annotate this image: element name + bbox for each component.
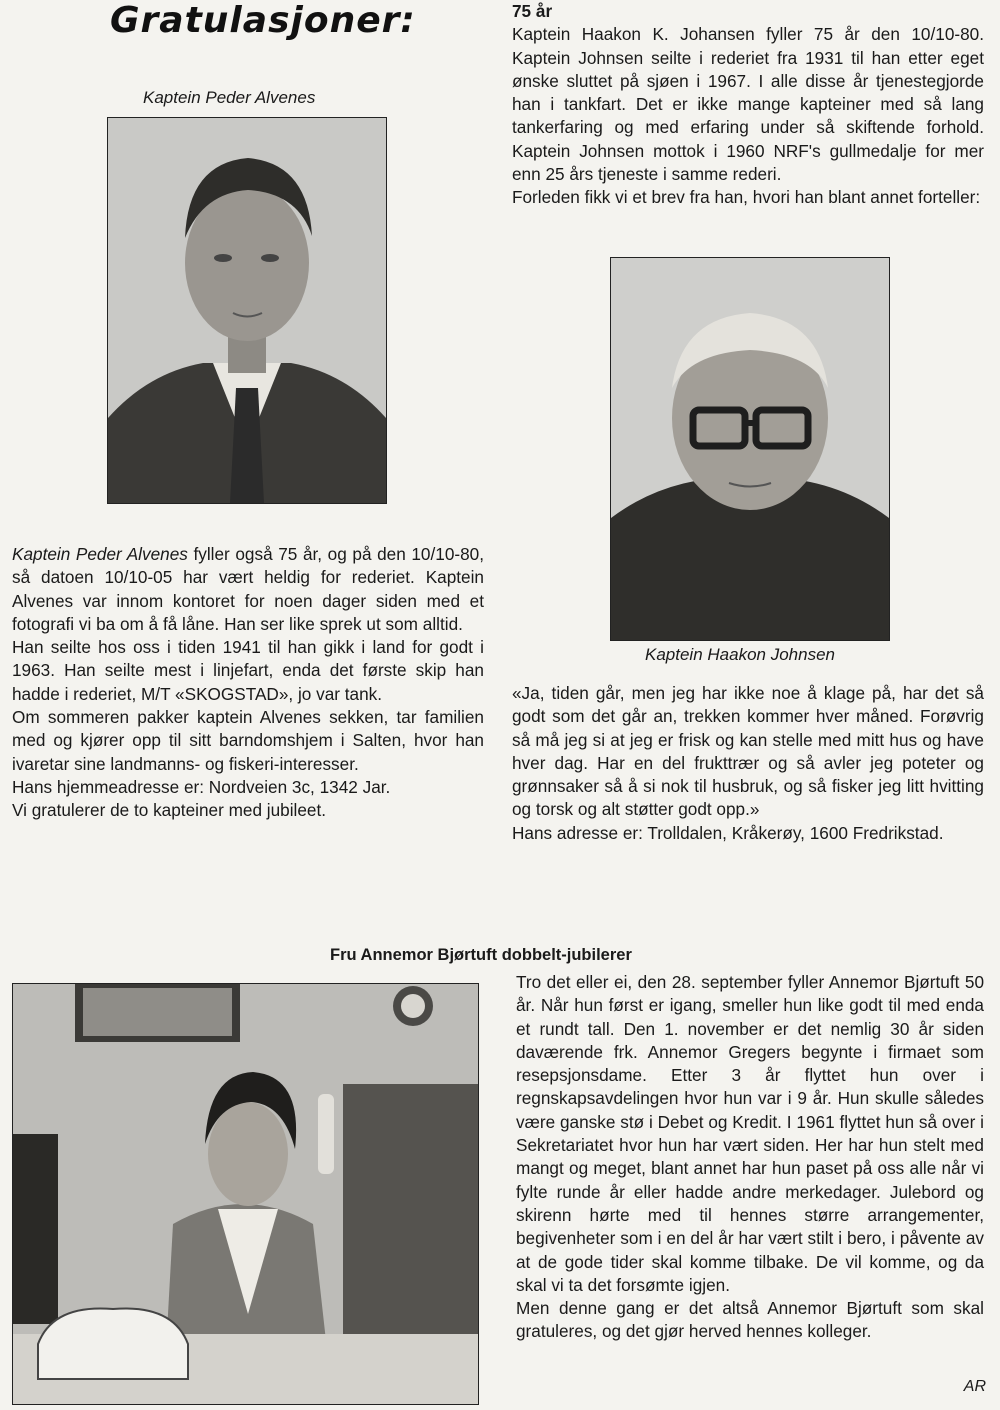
- bjortuft-office-photo: [12, 983, 479, 1405]
- johnsen-paragraph-1: Kaptein Haakon K. Johansen fyller 75 år den 10/10-80. Kaptein Johnsen seilte i rederiet fra 1931 til han etter eget ønske sluttet på sjøen i 1967. I alle disse år tjenestegjorde han i tankfart. Det er ikke mange kapteiner med så lang tankerfaring og med erfaring under så skiftende forhold. Kaptein Johnsen mottok i 1960 NRF's gullmedalje for mer enn 25 års tjeneste i samme rederi.: [512, 24, 984, 185]
- johnsen-address: Hans adresse er: Trolldalen, Kråkerøy, 1600 Fredrikstad.: [512, 822, 944, 843]
- page-title: Gratulasjoner:: [110, 0, 416, 41]
- alvenes-photo-caption: Kaptein Peder Alvenes: [143, 88, 316, 107]
- bjortuft-heading: Fru Annemor Bjørtuft dobbelt-jubilerer: [330, 946, 632, 964]
- author-signature: AR: [963, 1378, 986, 1395]
- johnsen-article-intro: [512, 0, 984, 210]
- bjortuft-paragraph-2: Men denne gang er det altså Annemor Bjørtuft som skal gratuleres, og det gjør herved hennes kolleger.: [516, 1298, 984, 1342]
- johnsen-article-letter: [512, 682, 984, 845]
- alvenes-paragraph-2: Han seilte hos oss i tiden 1941 til han gikk i land for godt i 1963. Han seilte mest i linjefart, enda det første skip han hadde i rederiet, M/T «SKOGSTAD», jo var tank.: [12, 637, 484, 704]
- alvenes-paragraph-4: Hans hjemmeadresse er: Nordveien 3c, 1342 Jar.: [12, 776, 391, 797]
- bjortuft-article: [516, 971, 984, 1344]
- bjortuft-paragraph-1: Tro det eller ei, den 28. september fyller Annemor Bjørtuft 50 år. Når hun først er igang, smeller hun like godt til med enda et rundt tall. Den 1. november er det nemlig 30 år siden daværende frk. Annemor Gregers begynte i firmaet som resepsjonsdame. Etter 3 år flyttet hun over i regnskapsavdelingen hvor hun var i 9 år. Hun skulle således være ganske stø i Debet og Kredit. I 1961 flyttet hun så over i Sekretariatet hvor hun har vært siden. Her har hun stelt med mangt og meget, blant annet har hun paset på oss alle når vi fylte runde år eller hadde andre merkedager. Julebord og skirenn hørte med til hennes større arrangementer, begivenheter som i en del år har vært stilt i bero, i påvente av at de gode tider skal komme tilbake. De vil komme, og da skal vi ta det forsømte igjen.: [516, 972, 984, 1295]
- johnsen-portrait-photo: [610, 257, 890, 641]
- johnsen-heading: 75 år: [512, 1, 553, 21]
- alvenes-paragraph-5: Vi gratulerer de to kapteiner med jubileet.: [12, 800, 327, 821]
- alvenes-paragraph-3: Om sommeren pakker kaptein Alvenes sekken, tar familien med og kjører opp til sitt barndomshjem i Salten, hvor han ivaretar sine landmanns- og fiskeri-interesser.: [12, 707, 484, 774]
- johnsen-paragraph-2: Forleden fikk vi et brev fra han, hvori han blant annet forteller:: [512, 187, 981, 208]
- alvenes-name: Kaptein Peder Alvenes: [12, 544, 188, 564]
- alvenes-paragraph-1: fyller også 75 år, og på den 10/10-80, så datoen 10/10-05 har vært heldig for rederiet. Kaptein Alvenes var innom kontoret for noen dager siden med et fotografi vi ba om å få låne. Han ser like sprek ut som alltid.: [12, 544, 485, 634]
- alvenes-article: [12, 543, 484, 823]
- alvenes-portrait-photo: [107, 117, 387, 504]
- johnsen-photo-caption: Kaptein Haakon Johnsen: [645, 645, 835, 664]
- johnsen-quote: «Ja, tiden går, men jeg har ikke noe å klage på, har det så godt som det går an, trekken kommer hver måned. Forøvrig så må jeg si at jeg er frisk og kan stelle med mitt hus og have hver dag. Har en del frukttrær og så avler jeg poteter og grønnsaker så å si nok til husbruk, og så fisker jeg litt hvitting og torsk og alt støtter godt opp.»: [512, 683, 984, 820]
